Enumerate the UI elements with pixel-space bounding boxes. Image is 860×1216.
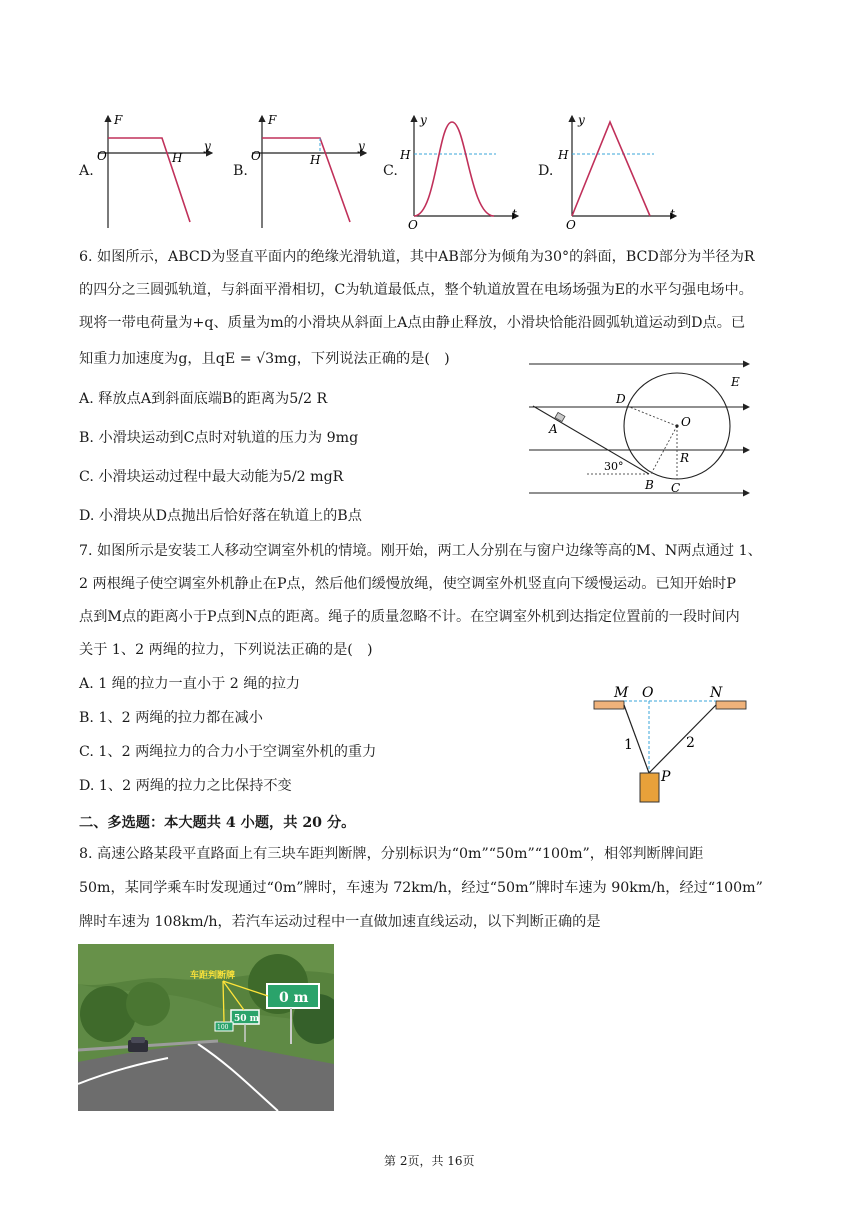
graph-a bbox=[94, 110, 219, 230]
graph-b-h-label: H bbox=[310, 153, 321, 167]
graph-a-f-label: F bbox=[114, 113, 123, 127]
q6-fig-o: O bbox=[681, 415, 691, 429]
page-footer: 第 2页，共 16页 bbox=[384, 1154, 475, 1168]
q6-option-b: B. 小滑块运动到C点时对轨道的压力为 9mg bbox=[79, 430, 359, 446]
sign-caption: 车距判断牌 bbox=[190, 971, 236, 981]
sign-100m: 100 bbox=[217, 1024, 229, 1031]
sign-50m: 50 m bbox=[234, 1014, 260, 1024]
q7-option-a: A. 1 绳的拉力一直小于 2 绳的拉力 bbox=[79, 676, 301, 692]
q7-fig-p: P bbox=[661, 769, 671, 785]
q7-fig-m: M bbox=[614, 685, 629, 701]
graph-d-h-label: H bbox=[558, 148, 569, 162]
graph-c-y-label: y bbox=[420, 113, 427, 127]
q6-option-a: A. 释放点A到斜面底端B的距离为5/2 R bbox=[79, 391, 328, 407]
q7-fig-o: O bbox=[642, 685, 654, 701]
q7-option-d: D. 1、2 两绳的拉力之比保持不变 bbox=[79, 778, 292, 794]
graph-c-t-label: t bbox=[512, 207, 517, 221]
section-2-title: 二、多选题：本大题共 4 小题，共 20 分。 bbox=[79, 815, 356, 831]
graph-a-h-label: H bbox=[172, 151, 183, 165]
q6-option-c: C. 小滑块运动过程中最大动能为5/2 mgR bbox=[79, 469, 344, 485]
q5-option-a: A. bbox=[79, 163, 94, 179]
q7-stem-line-1: 7. 如图所示是安装工人移动空调室外机的情境。刚开始，两工人分别在与窗户边缘等高的M、N两点通过 1、 bbox=[79, 543, 762, 559]
graph-d-o-label: O bbox=[566, 218, 576, 230]
q6-figure bbox=[527, 356, 763, 498]
q6-fig-c: C bbox=[671, 481, 681, 495]
q7-fig-n: N bbox=[710, 685, 723, 701]
q7-fig-rope-1: 1 bbox=[624, 737, 633, 753]
q6-fig-b: B bbox=[645, 478, 654, 492]
q6-fig-e: E bbox=[731, 375, 740, 389]
q6-option-d: D. 小滑块从D点抛出后恰好落在轨道上的B点 bbox=[79, 508, 362, 524]
q7-figure bbox=[592, 683, 748, 805]
graph-c-o-label: O bbox=[408, 218, 418, 230]
q7-stem-line-3: 点到M点的距离小于P点到N点的距离。绳子的质量忽略不计。在空调室外机到达指定位置前的一段时间内 bbox=[79, 609, 740, 625]
q7-fig-rope-2: 2 bbox=[686, 735, 695, 751]
q5-option-c: C. bbox=[383, 163, 398, 179]
q6-fig-r: R bbox=[680, 451, 690, 465]
q8-stem-line-3: 牌时车速为 108km/h，若汽车运动过程中一直做加速直线运动，以下判断正确的是 bbox=[79, 914, 601, 930]
q7-option-c: C. 1、2 两绳拉力的合力小于空调室外机的重力 bbox=[79, 744, 377, 760]
graph-b bbox=[248, 110, 373, 230]
q6-fig-angle: 30° bbox=[604, 460, 624, 473]
q8-stem-line-2: 50m，某同学乘车时发现通过“0m”牌时，车速为 72km/h，经过“50m”牌时车速为 90km/h，经过“100m” bbox=[79, 880, 763, 896]
q6-stem-line-2: 的四分之三圆弧轨道，与斜面平滑相切，C为轨道最低点，整个轨道放置在电场场强为E的水平匀强电场中。 bbox=[79, 282, 753, 298]
graph-a-y-label: y bbox=[204, 139, 211, 153]
graph-d-t-label: t bbox=[670, 207, 675, 221]
q6-fig-a: A bbox=[549, 422, 558, 436]
q5-option-b: B. bbox=[233, 163, 248, 179]
q6-stem-line-1: 6. 如图所示，ABCD为竖直平面内的绝缘光滑轨道，其中AB部分为倾角为30°的斜面，BCD部分为半径为R bbox=[79, 249, 755, 265]
graph-c bbox=[400, 112, 525, 230]
q6-fig-d: D bbox=[616, 392, 626, 406]
q7-stem-line-4: 关于 1、2 两绳的拉力，下列说法正确的是( ) bbox=[79, 642, 373, 658]
q5-option-d: D. bbox=[538, 163, 554, 179]
q6-stem-line-3: 现将一带电荷量为+q、质量为m的小滑块从斜面上A点由静止释放，小滑块恰能沿圆弧轨道运动到D点。已 bbox=[79, 315, 746, 331]
graph-d-y-label: y bbox=[578, 113, 585, 127]
graph-d bbox=[558, 112, 683, 230]
q6-stem-line-4: 知重力加速度为g，且qE = √3mg，下列说法正确的是( ) bbox=[79, 351, 450, 367]
graph-b-o-label: O bbox=[251, 149, 261, 163]
sign-0m: 0 m bbox=[279, 990, 309, 1006]
q7-stem-line-2: 2 两根绳子使空调室外机静止在P点，然后他们缓慢放绳，使空调室外机竖直向下缓慢运动。已知开始时P bbox=[79, 576, 736, 592]
q7-option-b: B. 1、2 两绳的拉力都在减小 bbox=[79, 710, 263, 726]
graph-b-y-label: y bbox=[358, 139, 365, 153]
q8-stem-line-1: 8. 高速公路某段平直路面上有三块车距判断牌，分别标识为“0m”“50m”“100m”，相邻判断牌间距 bbox=[79, 846, 704, 862]
graph-c-h-label: H bbox=[400, 148, 411, 162]
graph-b-f-label: F bbox=[268, 113, 277, 127]
graph-a-o-label: O bbox=[97, 149, 107, 163]
q8-highway-photo bbox=[78, 944, 334, 1111]
